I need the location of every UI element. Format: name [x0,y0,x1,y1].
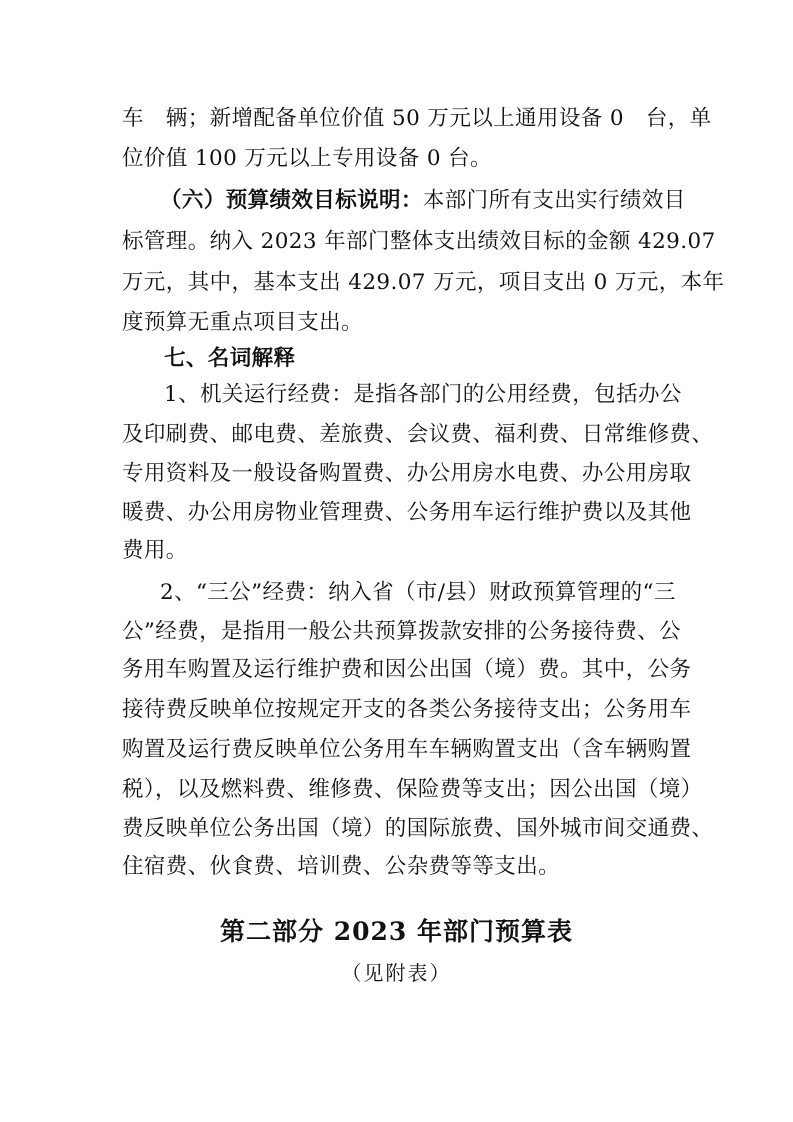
text-line: 务用车购置及运行维护费和因公出国（境）费。其中，公务 [122,657,692,682]
text-line: 位价值 100 万元以上专用设备 0 台。 [122,146,492,171]
section-heading-seven: 七、名词解释 [164,346,296,371]
text-line: 购置及运行费反映单位公务用车车辆购置支出（含车辆购置 [122,737,692,762]
text-line: 万元，其中，基本支出 429.07 万元，项目支出 0 万元，本年 [122,270,725,295]
part-two-subtitle: （见附表） [341,961,452,985]
text-line: 费反映单位公务出国（境）的国际旅费、国外城市间交通费、 [122,816,714,841]
text-line: 住宿费、伙食费、培训费、公杂费等等支出。 [122,854,561,879]
performance-text: 本部门所有支出实行绩效目 [422,188,686,213]
text-line: 标管理。纳入 2023 年部门整体支出绩效目标的金额 429.07 [122,229,716,254]
text-line: 车 辆；新增配备单位价值 50 万元以上通用设备 0 台，单 [122,106,712,131]
text-line: 度预算无重点项目支出。 [122,310,363,335]
text-line: 2、“三公”经费：纳入省（市/县）财政预算管理的“三 [160,580,676,605]
text-line: 及印刷费、邮电费、差旅费、会议费、福利费、日常维修费、 [122,422,714,447]
text-line: 专用资料及一般设备购置费、办公用房水电费、办公用房取 [122,461,692,486]
text-line: 1、机关运行经费：是指各部门的公用经费，包括办公 [164,382,682,407]
text-line [160,183,686,219]
text-line: 公”经费，是指用一般公共预算拨款安排的公务接待费、公 [122,619,681,644]
text-line: 费用。 [122,538,188,563]
text-line: 接待费反映单位按规定开支的各类公务接待支出；公务用车 [122,697,692,722]
part-two-title: 第二部分 2023 年部门预算表 [220,917,573,946]
performance-heading: （六）预算绩效目标说明： [160,188,423,213]
text-line: 税），以及燃料费、维修费、保险费等支出；因公出国（境） [122,777,703,802]
text-line: 暖费、办公用房物业管理费、公务用车运行维护费以及其他 [122,500,692,525]
